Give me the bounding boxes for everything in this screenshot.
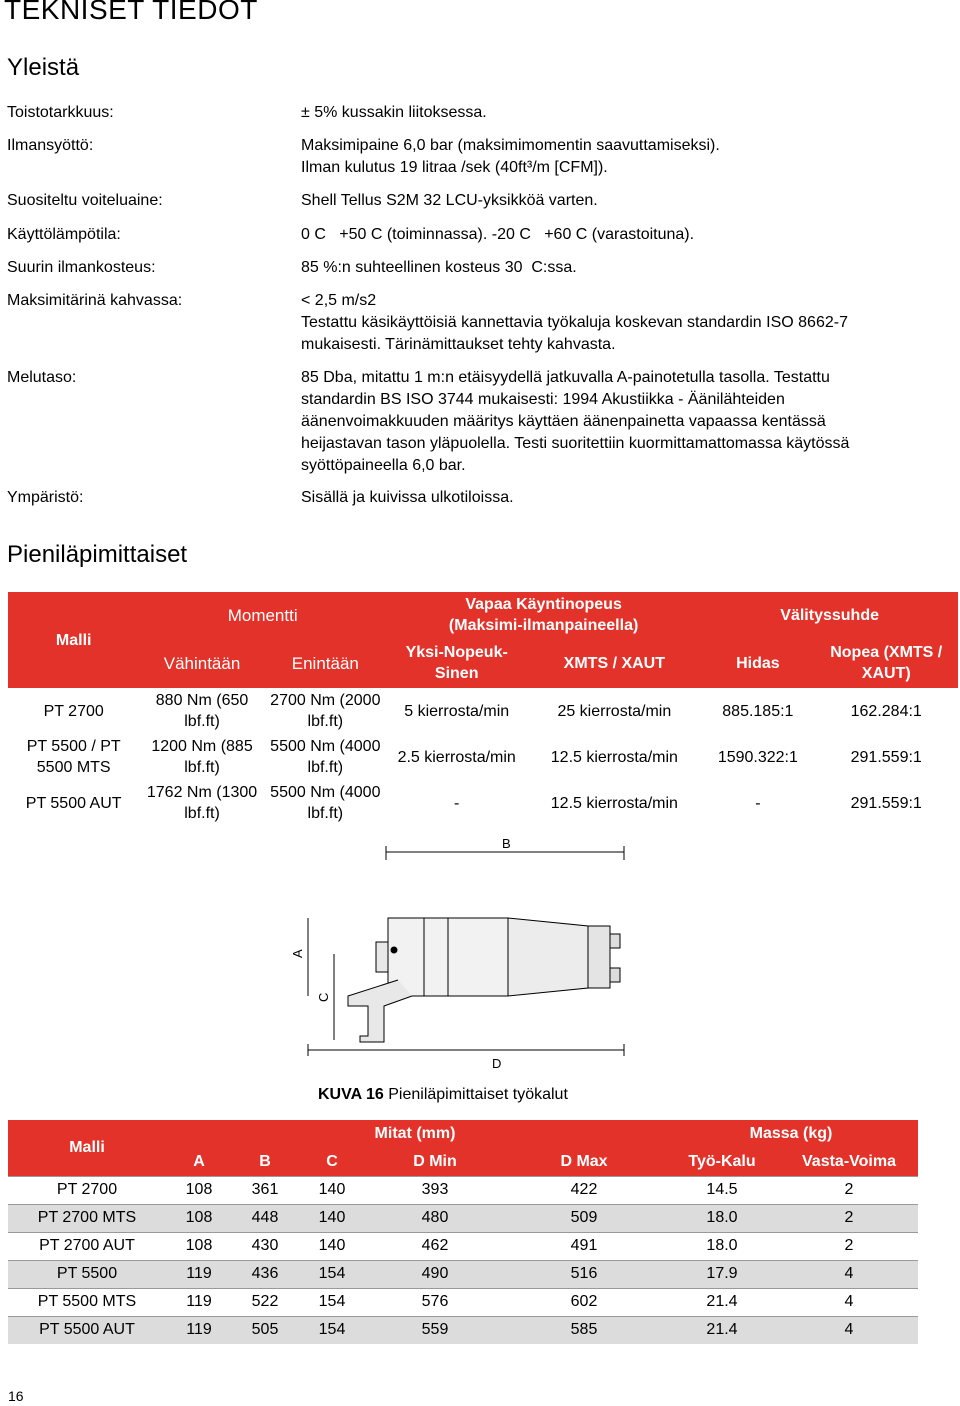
page-number: 16	[8, 1388, 24, 1404]
cell: 21.4	[664, 1316, 780, 1344]
spec-value: 85 Dba, mitattu 1 m:n etäisyydellä jatkuvalla A-painotetulla tasolla. Testattu standardin BS ISO 3744 mukaisesti: 1994 Akustiikka - Äänilähteiden äänenvoimakkuuden määritys käyttäen äänenpainetta vapaassa kentässä heijastavan tason yläpuolella. Testi suoritettiin kuormittamattomassa käytössä syöttöpaineella 6,0 bar.	[301, 369, 850, 474]
cell-slow: -	[755, 794, 761, 812]
header-model: Malli	[8, 592, 139, 688]
spec-label: Maksimitärinä kahvassa:	[7, 292, 183, 309]
header-d-min: D Min	[366, 1148, 504, 1176]
cell-max: 5500 Nm (4000 lbf.ft)	[270, 784, 381, 822]
spec-value: 85 %:n suhteellinen kosteus 30 C:ssa.	[301, 259, 577, 276]
cell: 18.0	[664, 1204, 780, 1232]
cell-fast: 291.559:1	[850, 748, 922, 766]
cell: 559	[366, 1316, 504, 1344]
cell: 21.4	[664, 1288, 780, 1316]
spec-value: Shell Tellus S2M 32 LCU-yksikköä varten.	[301, 192, 598, 209]
spec-value: ± 5% kussakin liitoksessa.	[301, 104, 487, 121]
table-row	[8, 1204, 918, 1232]
spec-value: Maksimipaine 6,0 bar (maksimimomentin saavuttamiseksi). Ilman kulutus 19 litraa /sek (40ft³/m [CFM]).	[301, 137, 720, 176]
spec-value: 0 C +50 C (toiminnassa). -20 C +60 C (varastoituna).	[301, 226, 695, 243]
header-dimensions: Mitat (mm)	[166, 1120, 664, 1148]
cell-min: 1200 Nm (885 lbf.ft)	[151, 738, 253, 776]
cell: 108	[166, 1232, 232, 1260]
table-row	[8, 1316, 918, 1344]
table-row	[8, 1176, 918, 1204]
cell-single: 5 kierrosta/min	[404, 702, 510, 720]
cell: 393	[366, 1176, 504, 1204]
cell: 491	[504, 1232, 664, 1260]
spec-value: < 2,5 m/s2 Testattu käsikäyttöisiä kannettavia työkaluja koskevan standardin ISO 8662-7 mukaisesti. Tärinämittaukset tehty kahvasta.	[301, 292, 848, 353]
cell: PT 5500 AUT	[8, 1316, 166, 1344]
cell: 516	[504, 1260, 664, 1288]
spec-label: Ympäristö:	[7, 489, 84, 506]
table-row	[8, 780, 958, 826]
cell: 422	[504, 1176, 664, 1204]
header-max: Enintään	[265, 638, 386, 688]
cell-min: 1762 Nm (1300 lbf.ft)	[146, 784, 258, 822]
reaction-arm	[348, 980, 412, 1042]
tool-motor	[508, 918, 588, 996]
spec-label: Ilmansyöttö:	[7, 137, 94, 154]
table-row	[8, 734, 958, 780]
cell: 154	[298, 1260, 366, 1288]
spec-label: Toistotarkkuus:	[7, 104, 114, 121]
cell: 436	[232, 1260, 298, 1288]
cell-xmts: 12.5 kierrosta/min	[550, 794, 678, 812]
header-tool-mass: Työ-Kalu	[664, 1148, 780, 1176]
cell: 490	[366, 1260, 504, 1288]
cell: 154	[298, 1288, 366, 1316]
cell: 4	[780, 1288, 918, 1316]
header-mass: Massa (kg)	[664, 1120, 918, 1148]
cell: 108	[166, 1176, 232, 1204]
cell: 4	[780, 1260, 918, 1288]
cell-fast: 162.284:1	[850, 702, 922, 720]
cell: 14.5	[664, 1176, 780, 1204]
header-gear-ratio: Välityssuhde	[701, 592, 958, 638]
cell: PT 2700	[8, 1176, 166, 1204]
header-b: B	[232, 1148, 298, 1176]
header-single-speed: Yksi-Nopeuk-Sinen	[386, 638, 527, 688]
cell: 448	[232, 1204, 298, 1232]
label-d: D	[492, 1056, 502, 1071]
spec-label: Suurin ilmankosteus:	[7, 259, 156, 276]
cell: 585	[504, 1316, 664, 1344]
cell-slow: 885.185:1	[722, 702, 794, 720]
torque-speed-table	[8, 592, 958, 826]
header-reaction-mass: Vasta-Voima	[780, 1148, 918, 1176]
dimensions-table	[8, 1120, 918, 1344]
table-row	[8, 1288, 918, 1316]
cell: PT 5500 MTS	[8, 1288, 166, 1316]
spec-label: Suositeltu voiteluaine:	[7, 192, 163, 209]
cell: 17.9	[664, 1260, 780, 1288]
header-model: Malli	[8, 1120, 166, 1176]
cell: 361	[232, 1176, 298, 1204]
page-title: TEKNISET TIEDOT	[4, 0, 258, 25]
header-torque: Momentti	[139, 592, 386, 638]
cell-max: 5500 Nm (4000 lbf.ft)	[270, 738, 381, 776]
cell: 505	[232, 1316, 298, 1344]
header-c: C	[298, 1148, 366, 1176]
cell: 140	[298, 1176, 366, 1204]
figure-caption	[318, 1086, 568, 1104]
header-min: Vähintään	[139, 638, 264, 688]
spec-label: Melutaso:	[7, 369, 77, 386]
label-c: C	[316, 992, 331, 1002]
cell: 119	[166, 1316, 232, 1344]
cell: 2	[780, 1204, 918, 1232]
table-row	[8, 688, 958, 734]
header-slow: Hidas	[701, 638, 814, 688]
cell-min: 880 Nm (650 lbf.ft)	[155, 692, 249, 730]
cell: 522	[232, 1288, 298, 1316]
cell: PT 2700 AUT	[8, 1232, 166, 1260]
cell-max: 2700 Nm (2000 lbf.ft)	[270, 692, 381, 730]
cell-xmts: 12.5 kierrosta/min	[550, 748, 678, 766]
cell: 119	[166, 1260, 232, 1288]
cell: 140	[298, 1204, 366, 1232]
cell-single: 2.5 kierrosta/min	[397, 748, 516, 766]
cell: 480	[366, 1204, 504, 1232]
cell: 576	[366, 1288, 504, 1316]
cell-single: -	[454, 794, 460, 812]
cell: 18.0	[664, 1232, 780, 1260]
cell: 140	[298, 1232, 366, 1260]
section-heading-general: Yleistä	[7, 54, 80, 81]
header-free-speed: Vapaa Käyntinopeus (Maksimi-ilmanpaineella)	[386, 592, 701, 638]
caption-label: KUVA 16	[318, 1086, 384, 1103]
cell: 154	[298, 1316, 366, 1344]
cell-slow: 1590.322:1	[717, 748, 798, 766]
spec-label: Käyttölämpötila:	[7, 226, 121, 243]
table-row	[8, 1232, 918, 1260]
label-a: A	[290, 949, 305, 958]
cell-model: PT 2700	[43, 702, 104, 720]
cell: 108	[166, 1204, 232, 1232]
header-d-max: D Max	[504, 1148, 664, 1176]
section-heading-small: Pieniläpimittaiset	[7, 541, 188, 568]
table-row	[8, 1260, 918, 1288]
spec-value: Sisällä ja kuivissa ulkotiloissa.	[301, 489, 514, 506]
cell-model: PT 5500 AUT	[25, 794, 122, 812]
cell: 430	[232, 1232, 298, 1260]
cell: 119	[166, 1288, 232, 1316]
cell: 602	[504, 1288, 664, 1316]
tool-dimension-drawing	[288, 830, 658, 1080]
cell: 4	[780, 1316, 918, 1344]
header-a: A	[166, 1148, 232, 1176]
header-xmts: XMTS / XAUT	[527, 638, 701, 688]
label-b: B	[502, 836, 511, 851]
cell: PT 2700 MTS	[8, 1204, 166, 1232]
cell: 509	[504, 1204, 664, 1232]
header-fast: Nopea (XMTS / XAUT)	[814, 638, 958, 688]
cell-fast: 291.559:1	[850, 794, 922, 812]
cell-model: PT 5500 / PT 5500 MTS	[26, 738, 121, 776]
cell-xmts: 25 kierrosta/min	[557, 702, 672, 720]
cell: 462	[366, 1232, 504, 1260]
caption-text: Pieniläpimittaiset työkalut	[383, 1086, 568, 1103]
cell: PT 5500	[8, 1260, 166, 1288]
cell: 2	[780, 1176, 918, 1204]
cell: 2	[780, 1232, 918, 1260]
